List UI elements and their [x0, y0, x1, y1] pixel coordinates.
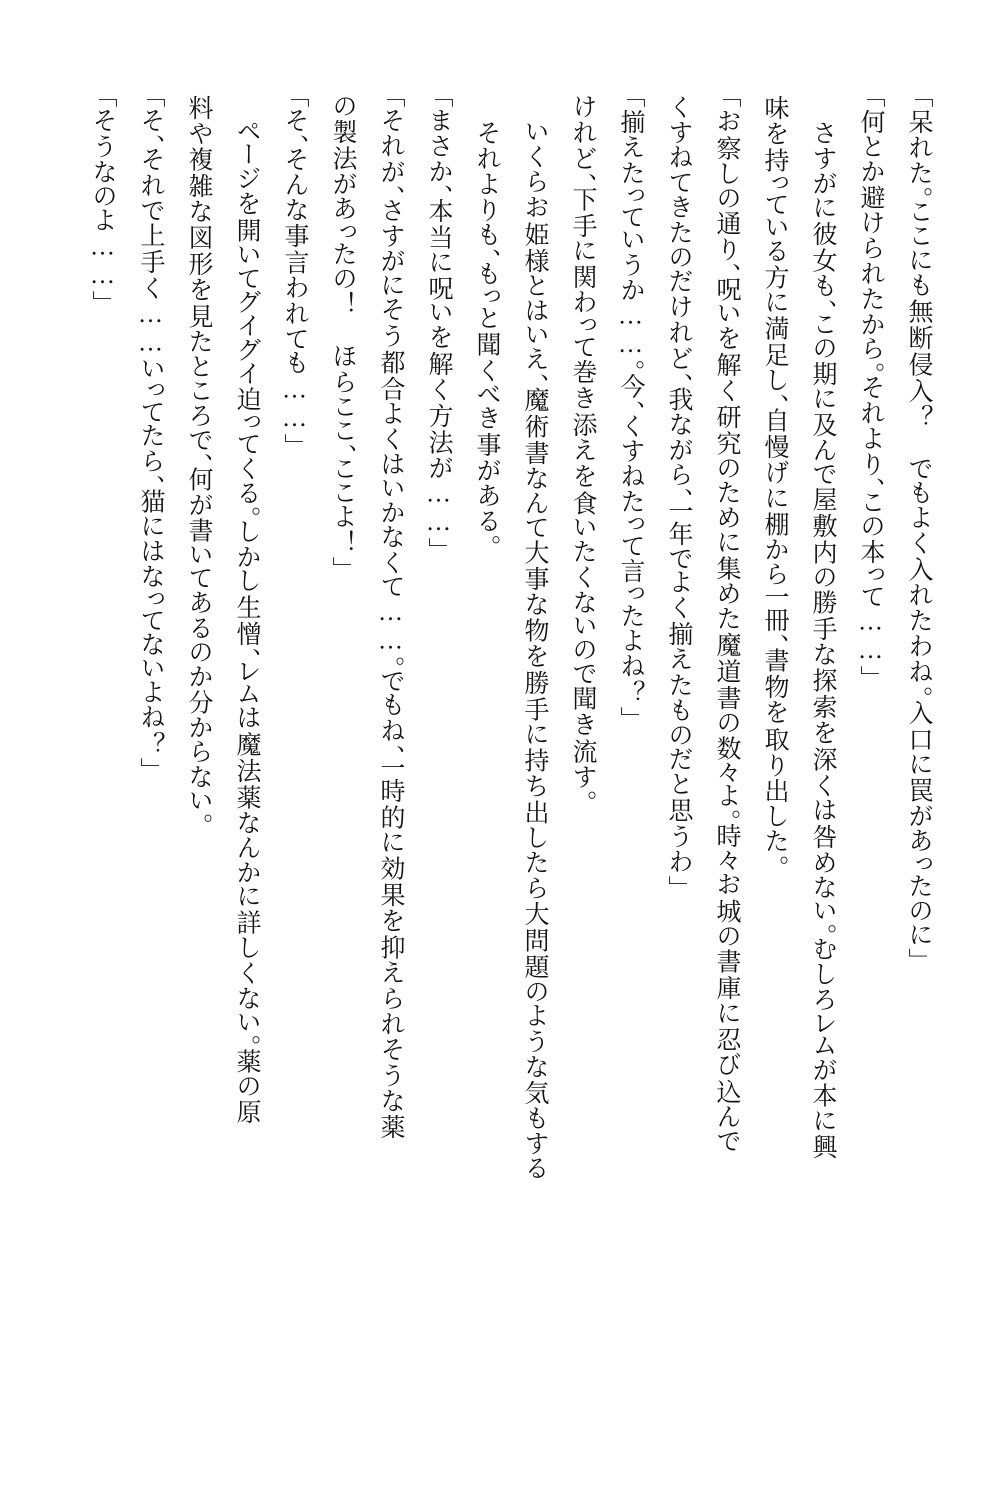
- text-line: の製法があったの！ ほらここ、ここよ！」: [329, 95, 356, 571]
- text-line: さすがに彼女も、この期に及んで屋敷内の勝手な探索を深くは咎めない。むしろレムが本に興: [809, 95, 836, 1161]
- text-line: 「揃えたっていうか……。今、くすねたって言ったよね？」: [617, 95, 644, 721]
- text-line: 「まさか、本当に呪いを解く方法が……」: [425, 95, 452, 552]
- text-line: 味を持っている方に満足し、自慢げに棚から一冊、書物を取り出した。: [761, 95, 788, 869]
- text-line: 「それが、さすがにそう都合よくはいかなくて……。でもね、一時的に効果を抑えられそうな薬: [377, 95, 404, 1141]
- text-line: けれど、下手に関わって巻き添えを食いたくないので聞き流す。: [569, 95, 596, 804]
- text-line: それよりも、もっと聞くべき事がある。: [473, 95, 500, 549]
- text-line: ページを開いてグイグイ迫ってくる。しかし生憎、レムは魔法薬なんかに詳しくない。薬の原: [233, 95, 260, 1126]
- text-line: 「呆れた。ここにも無断侵入？ でもよく入れたわね。入口に罠があったのに」: [905, 95, 932, 963]
- text-line: 料や複雑な図形を見たところで、何が書いてあるのか分からない。: [185, 95, 212, 828]
- text-line: 「そ、それで上手く……いってたら、猫にはなってないよね？」: [137, 95, 164, 772]
- text-line: 「そ、そんな事言われても……」: [281, 95, 308, 448]
- text-line: いくらお姫様とはいえ、魔術書なんて大事な物を勝手に持ち出したら大問題のような気もする: [521, 95, 548, 1182]
- text-line: 「何とか避けられたから。それより、この本って……」: [857, 95, 884, 680]
- text-line: 「お察しの通り、呪いを解く研究のために集めた魔道書の数々よ。時々お城の書庫に忍び込んで: [713, 95, 740, 1154]
- vertical-text-body: [58, 95, 942, 1440]
- text-line: 「そうなのよ……」: [89, 95, 116, 305]
- text-line: くすねてきたのだけれど、我ながら、一年でよく揃えたものだと思うわ」: [665, 95, 692, 890]
